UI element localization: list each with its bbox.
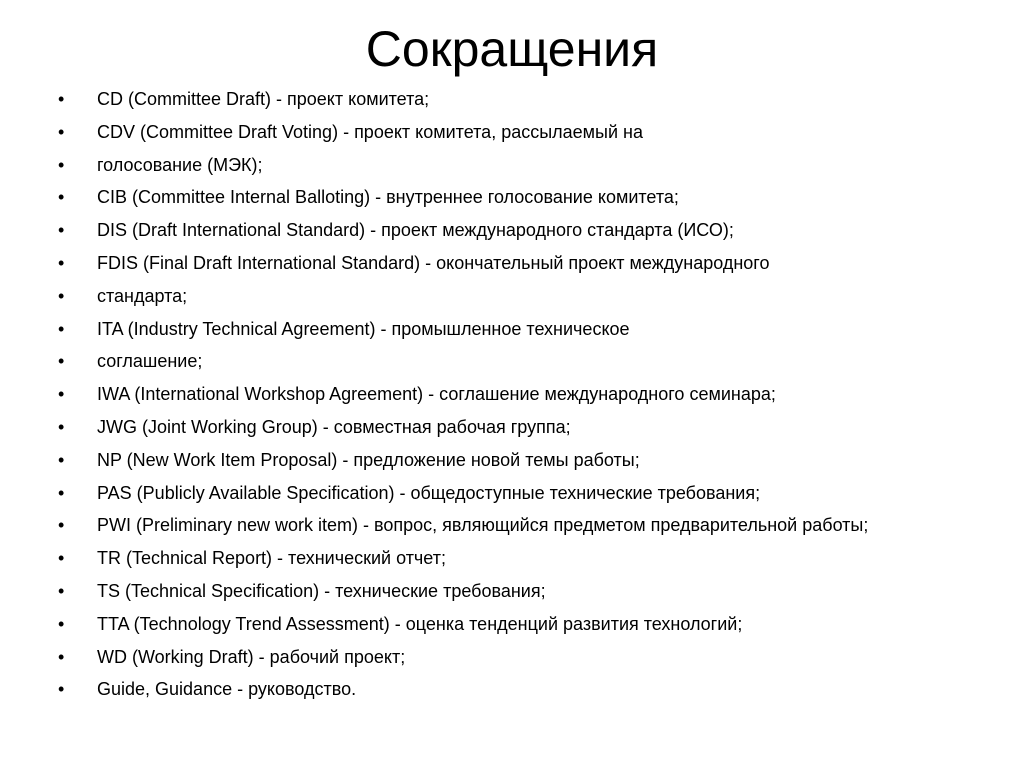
bullet-icon: •: [58, 220, 65, 241]
list-item-text: ITA (Industry Technical Agreement) - промышленное техническое: [97, 318, 630, 339]
list-item: [58, 480, 958, 506]
list-item: [58, 578, 958, 604]
list-item-text: соглашение;: [97, 351, 203, 372]
bullet-icon: •: [58, 646, 65, 667]
bullet-icon: •: [58, 515, 65, 536]
bullet-icon: •: [58, 679, 65, 700]
list-item-text: CD (Committee Draft) - проект комитета;: [97, 89, 430, 109]
list-item: [58, 316, 958, 342]
list-item: [58, 611, 958, 637]
list-item: [58, 283, 958, 309]
bullet-icon: •: [58, 187, 65, 208]
bullet-icon: •: [58, 252, 65, 273]
list-item-text: Guide, Guidance - руководство.: [97, 679, 357, 700]
list-item: [58, 217, 958, 243]
list-item: [58, 152, 958, 178]
bullet-icon: •: [58, 482, 65, 503]
bullet-icon: •: [58, 613, 65, 634]
bullet-icon: •: [58, 318, 65, 339]
list-item: [58, 512, 958, 538]
list-item-text: CIB (Committee Internal Balloting) - внутреннее голосование комитета;: [97, 187, 679, 208]
bullet-icon: •: [58, 580, 65, 601]
list-item-text: IWA (International Workshop Agreement) - соглашение международного семинара;: [97, 384, 776, 405]
list-item-text: JWG (Joint Working Group) - совместная рабочая группа;: [97, 416, 571, 437]
list-item-text: TR (Technical Report) - технический отчет;: [97, 548, 446, 569]
list-item-text: PAS (Publicly Available Specification) - общедоступные технические требования;: [97, 482, 761, 503]
bullet-icon: •: [58, 384, 65, 405]
list-item-text: CDV (Committee Draft Voting) - проект комитета, рассылаемый на: [97, 121, 643, 142]
list-item: [58, 644, 958, 670]
bullet-icon: •: [58, 89, 65, 109]
list-item-text: голосование (МЭК);: [97, 154, 263, 175]
list-item-text: WD (Working Draft) - рабочий проект;: [97, 646, 406, 667]
abbreviation-list: [58, 86, 958, 709]
bullet-icon: •: [58, 548, 65, 569]
bullet-icon: •: [58, 351, 65, 372]
list-item: [58, 414, 958, 440]
list-item: [58, 545, 958, 571]
bullet-icon: •: [58, 121, 65, 142]
list-item: [58, 184, 958, 210]
list-item-text: TS (Technical Specification) - технические требования;: [97, 580, 546, 601]
list-item-text: FDIS (Final Draft International Standard) - окончательный проект международного: [97, 252, 770, 273]
bullet-icon: •: [58, 416, 65, 437]
bullet-icon: •: [58, 154, 65, 175]
list-item-text: PWI (Preliminary new work item) - вопрос, являющийся предметом предварительной работы;: [97, 515, 869, 536]
list-item: [58, 447, 958, 473]
list-item-text: стандарта;: [97, 285, 188, 306]
bullet-icon: •: [58, 285, 65, 306]
list-item: [58, 348, 958, 374]
list-item-text: NP (New Work Item Proposal) - предложение новой темы работы;: [97, 449, 640, 470]
list-item: [58, 676, 958, 702]
list-item: [58, 250, 958, 276]
bullet-icon: •: [58, 449, 65, 470]
list-item: [58, 119, 958, 145]
list-item: [58, 86, 958, 112]
list-item-text: DIS (Draft International Standard) - проект международного стандарта (ИСО);: [97, 220, 734, 241]
slide-title: Сокращения: [365, 21, 659, 77]
list-item: [58, 381, 958, 407]
list-item-text: TTA (Technology Trend Assessment) - оценка тенденций развития технологий;: [97, 613, 743, 634]
